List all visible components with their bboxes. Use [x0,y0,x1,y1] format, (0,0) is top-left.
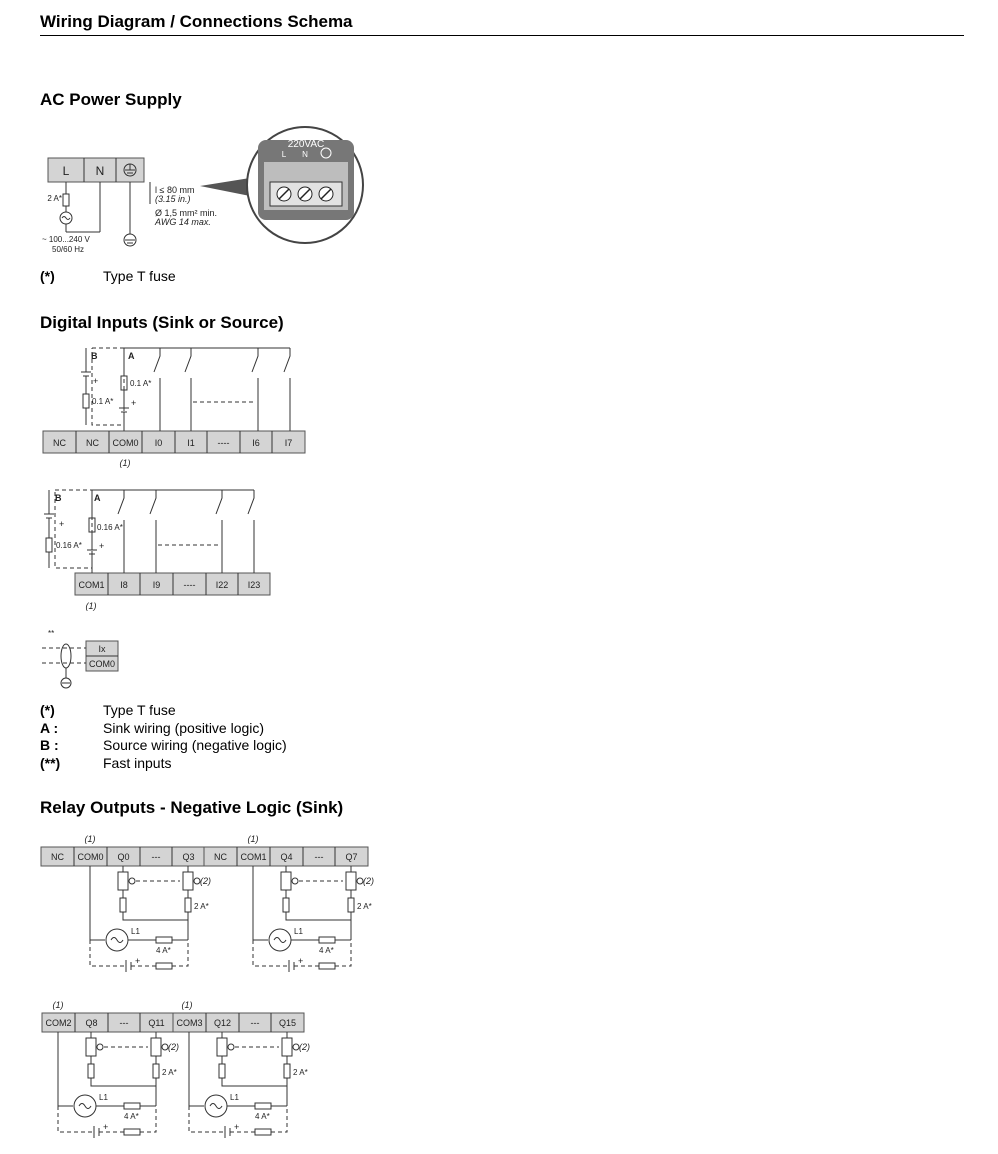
di-group2-ref: (1) [85,601,97,611]
page-title: Wiring Diagram / Connections Schema [40,12,353,31]
svg-text:Q3: Q3 [182,852,195,862]
svg-text:4 A*: 4 A* [319,946,334,955]
svg-text:+: + [298,956,304,966]
ac-supply-voltage: ~ 100...240 V [42,235,90,244]
svg-text:COM1: COM1 [78,580,105,590]
svg-text:----: ---- [217,438,230,448]
zoom-label-l: L [281,150,287,159]
svg-text:I6: I6 [252,438,260,448]
ac-wire-length: l ≤ 80 mm [155,185,195,195]
svg-text:---: --- [119,1018,129,1028]
svg-text:L1: L1 [131,927,140,936]
svg-text:+: + [234,1122,240,1132]
svg-text:2 A*: 2 A* [194,902,209,911]
svg-text:COM2: COM2 [45,1018,72,1028]
ro-block-1 [41,834,211,972]
di-group2-label-a: A [94,493,101,503]
svg-text:Q7: Q7 [345,852,358,862]
svg-text:+: + [135,956,141,966]
svg-text:I23: I23 [247,580,261,590]
svg-text:+: + [131,398,137,408]
svg-text:NC: NC [53,438,66,448]
ac-terminal-n: N [95,164,105,178]
ac-wire-length-in: (3.15 in.) [155,194,191,204]
ro-block-3 [42,1000,179,1138]
svg-text:Q8: Q8 [85,1018,98,1028]
svg-text:(2): (2) [299,1042,310,1052]
svg-text:I22: I22 [215,580,229,590]
ac-wire-awg: AWG 14 max. [155,217,211,227]
svg-text:Q15: Q15 [278,1018,297,1028]
svg-text:(1): (1) [84,834,96,844]
svg-text:+: + [59,519,65,529]
di-group1-fuse-a: 0.1 A* [130,379,152,388]
di-group1-label-b: B [91,351,98,361]
svg-text:4 A*: 4 A* [156,946,171,955]
svg-text:2 A*: 2 A* [162,1068,177,1077]
ac-section-title: AC Power Supply [40,90,182,109]
svg-text:(2): (2) [168,1042,179,1052]
svg-text:(1): (1) [247,834,259,844]
ac-supply-frequency: 50/60 Hz [52,245,85,254]
svg-text:2 A*: 2 A* [357,902,372,911]
svg-text:---: --- [314,852,324,862]
svg-text:I9: I9 [152,580,161,590]
ac-terminal-l: L [62,164,70,178]
svg-text:Q11: Q11 [148,1018,165,1028]
svg-text:COM3: COM3 [176,1018,203,1028]
svg-text:4 A*: 4 A* [124,1112,139,1121]
di-group2-fuse-b: 0.16 A* [56,541,82,550]
di-group1-label-a: A [128,351,135,361]
zoom-label-n: N [302,150,308,159]
di-fast-mark: ** [48,629,55,638]
svg-text:(1): (1) [181,1000,193,1010]
svg-text:4 A*: 4 A* [255,1112,270,1121]
svg-text:NC: NC [51,852,64,862]
svg-text:(2): (2) [363,876,374,886]
svg-text:COM0: COM0 [112,438,139,448]
ro-block-2 [204,834,374,972]
di-group2-label-b: B [55,493,62,503]
svg-text:COM1: COM1 [240,852,267,862]
di-group2-fuse-a: 0.16 A* [97,523,123,532]
svg-text:L1: L1 [230,1093,239,1102]
svg-text:---: --- [151,852,161,862]
svg-text:----: ---- [183,580,196,590]
svg-text:I7: I7 [284,438,293,448]
ac-fuse-label: 2 A* [47,194,62,203]
svg-text:L1: L1 [99,1093,108,1102]
di-group1-ref: (1) [119,458,131,468]
svg-text:+: + [99,541,105,551]
svg-text:NC: NC [214,852,227,862]
svg-text:Q0: Q0 [117,852,130,862]
svg-text:2 A*: 2 A* [293,1068,308,1077]
zoom-voltage: 220VAC [287,139,325,150]
svg-text:I0: I0 [154,438,163,448]
ro-section-title: Relay Outputs - Negative Logic (Sink) [40,798,344,817]
svg-text:I1: I1 [187,438,195,448]
svg-text:(1): (1) [52,1000,64,1010]
svg-text:(2): (2) [200,876,211,886]
svg-text:Ix: Ix [98,644,106,654]
svg-text:COM0: COM0 [88,659,116,669]
ac-wire-section: Ø 1,5 mm² min. [155,208,218,218]
ro-block-4 [173,1000,310,1138]
svg-text:NC: NC [86,438,99,448]
svg-text:+: + [103,1122,109,1132]
svg-text:---: --- [250,1018,260,1028]
svg-text:COM0: COM0 [77,852,104,862]
svg-text:Q4: Q4 [280,852,293,862]
svg-text:Q12: Q12 [213,1018,232,1028]
svg-text:+: + [93,376,99,386]
di-group1-fuse-b: 0.1 A* [92,397,114,406]
svg-text:L1: L1 [294,927,303,936]
svg-text:I8: I8 [120,580,128,590]
di-section-title: Digital Inputs (Sink or Source) [40,313,284,332]
